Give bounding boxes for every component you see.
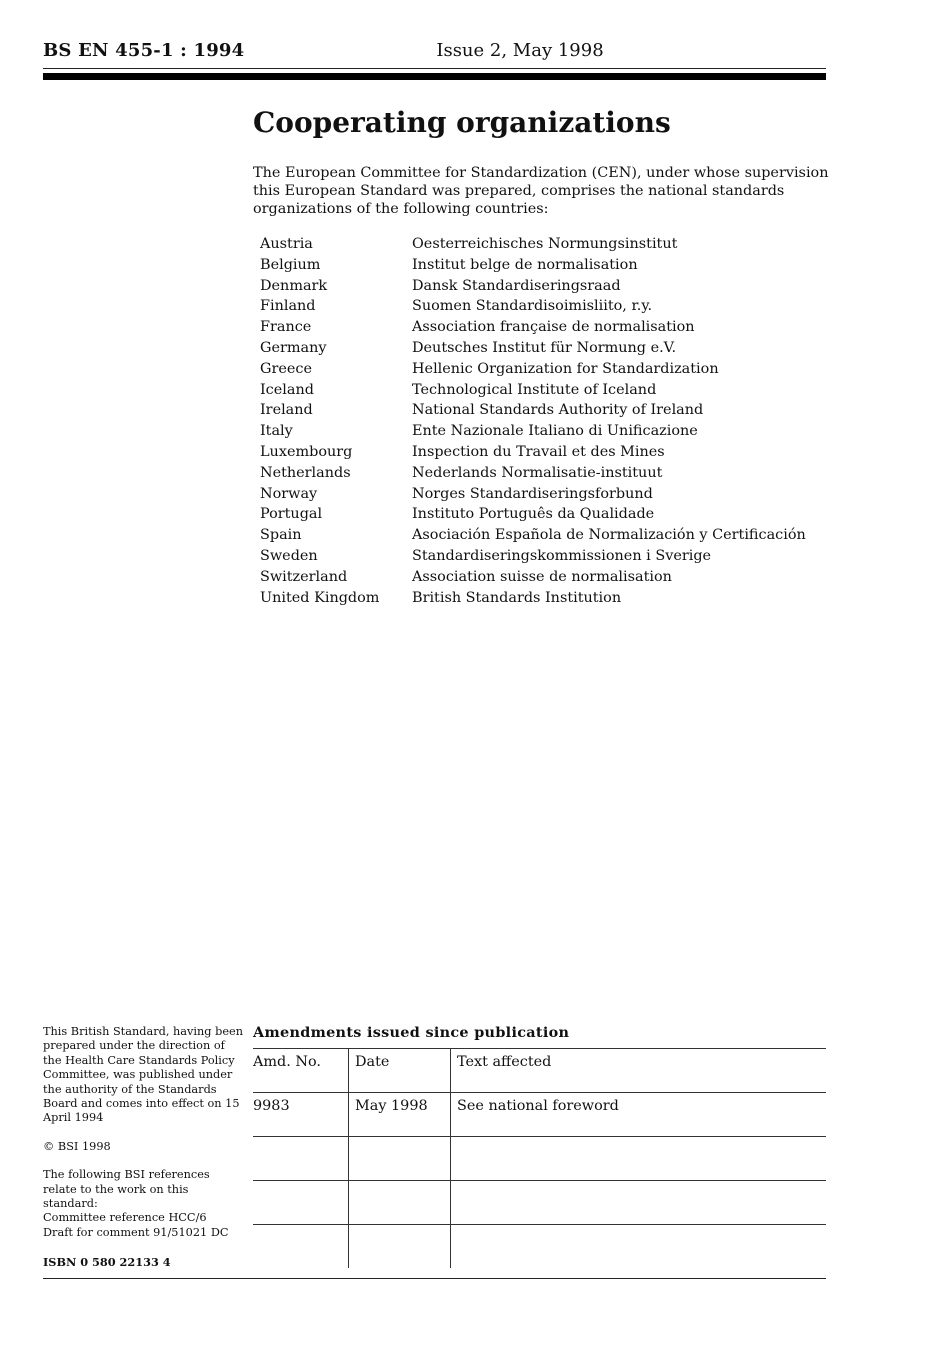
country-name: Sweden xyxy=(260,547,318,564)
country-name: Netherlands xyxy=(260,464,351,481)
amendment-number xyxy=(253,1137,349,1181)
organization-name: Standardiseringskommissionen i Sverige xyxy=(412,547,712,564)
organization-name: Ente Nazionale Italiano di Unificazione xyxy=(412,423,698,440)
amendment-date xyxy=(349,1225,451,1269)
footer-rule xyxy=(43,1278,826,1279)
organization-row xyxy=(253,525,806,546)
organizations-table-body xyxy=(253,234,806,608)
organization-name: Technological Institute of Iceland xyxy=(412,381,657,398)
country-name: Finland xyxy=(260,298,316,315)
organization-row xyxy=(253,504,806,525)
amendments-table xyxy=(253,1048,826,1268)
amendments-header-date: Date xyxy=(349,1049,451,1093)
amendment-text-affected: See national foreword xyxy=(451,1093,827,1137)
organization-row xyxy=(253,442,806,463)
organization-name: Asociación Española de Normalización y Certificación xyxy=(412,527,806,544)
organization-name: Dansk Standardiseringsraad xyxy=(412,277,621,294)
header-rule-thin xyxy=(43,68,826,69)
header-rule-thick xyxy=(43,73,826,80)
organization-name: National Standards Authority of Ireland xyxy=(412,402,704,419)
organization-row xyxy=(253,421,806,442)
intro-paragraph: The European Committee for Standardization (CEN), under whose supervision this European Standard was prepared, comprises the national standards organizations of the following countries: xyxy=(253,165,829,217)
country-name: Portugal xyxy=(260,506,323,523)
organization-name: Deutsches Institut für Normung e.V. xyxy=(412,339,677,356)
organization-name: Association française de normalisation xyxy=(412,319,695,336)
organization-name: Hellenic Organization for Standardization xyxy=(412,360,719,377)
amendments-row xyxy=(253,1181,826,1225)
organization-row xyxy=(253,359,806,380)
organization-row xyxy=(253,380,806,401)
side-prepared-note: This British Standard, having been prepared under the direction of the Health Care Standards Policy Committee, was published under the authority of the Standards Board and comes into effect on 15 April 1994 xyxy=(43,1025,243,1125)
amendments-title: Amendments issued since publication xyxy=(253,1024,570,1041)
organization-row xyxy=(253,276,806,297)
amendment-date: May 1998 xyxy=(349,1093,451,1137)
header-issue: Issue 2, May 1998 xyxy=(436,40,604,61)
organization-name: Inspection du Travail et des Mines xyxy=(412,443,665,460)
side-copyright: © BSI 1998 xyxy=(43,1139,111,1153)
amendment-text-affected xyxy=(451,1181,827,1225)
organization-row xyxy=(253,255,806,276)
organization-name: Institut belge de normalisation xyxy=(412,256,638,273)
organization-name: Norges Standardiseringsforbund xyxy=(412,485,653,502)
country-name: Switzerland xyxy=(260,568,348,585)
country-name: Germany xyxy=(260,339,327,356)
organization-row xyxy=(253,588,806,609)
amendments-row xyxy=(253,1225,826,1269)
organization-name: Nederlands Normalisatie-instituut xyxy=(412,464,663,481)
amendments-header-text-affected: Text affected xyxy=(451,1049,827,1093)
side-isbn: ISBN 0 580 22133 4 xyxy=(43,1255,171,1269)
country-name: Denmark xyxy=(260,277,328,294)
country-name: Luxembourg xyxy=(260,443,353,460)
organization-row xyxy=(253,317,806,338)
amendment-date xyxy=(349,1137,451,1181)
side-references-intro: The following BSI references relate to the work on this standard: xyxy=(43,1168,210,1211)
side-notes xyxy=(43,1025,243,1269)
organizations-table xyxy=(253,234,806,608)
page-title: Cooperating organizations xyxy=(253,106,671,139)
country-name: Austria xyxy=(260,236,313,252)
country-name: United Kingdom xyxy=(260,589,380,606)
organization-row xyxy=(253,234,806,255)
country-name: France xyxy=(260,319,312,336)
amendment-number xyxy=(253,1225,349,1269)
organization-row xyxy=(253,338,806,359)
organization-row xyxy=(253,546,806,567)
organization-row xyxy=(253,400,806,421)
amendments-header-amd-no: Amd. No. xyxy=(253,1049,349,1093)
amendments-header-row xyxy=(253,1049,826,1093)
organization-row xyxy=(253,296,806,317)
amendments-row xyxy=(253,1137,826,1181)
amendment-number xyxy=(253,1181,349,1225)
amendment-text-affected xyxy=(451,1137,827,1181)
country-name: Spain xyxy=(260,527,302,544)
header-code: BS EN 455-1 : 1994 xyxy=(43,40,245,61)
organization-name: Instituto Português da Qualidade xyxy=(412,506,655,523)
amendment-date xyxy=(349,1181,451,1225)
organization-name: Association suisse de normalisation xyxy=(412,568,672,585)
side-committee-ref: Committee reference HCC/6 xyxy=(43,1211,207,1225)
organization-row xyxy=(253,463,806,484)
country-name: Norway xyxy=(260,485,318,502)
organization-name: Suomen Standardisoimisliito, r.y. xyxy=(412,298,653,315)
country-name: Ireland xyxy=(260,402,313,419)
amendments-row xyxy=(253,1093,826,1137)
organization-row xyxy=(253,567,806,588)
amendment-number: 9983 xyxy=(253,1093,349,1137)
country-name: Iceland xyxy=(260,381,314,398)
country-name: Greece xyxy=(260,360,312,377)
side-draft-ref: Draft for comment 91/51021 DC xyxy=(43,1225,229,1239)
organization-row xyxy=(253,484,806,505)
amendment-text-affected xyxy=(451,1225,827,1269)
organization-name: Oesterreichisches Normungsinstitut xyxy=(412,236,678,252)
country-name: Belgium xyxy=(260,256,321,273)
country-name: Italy xyxy=(260,423,293,440)
organization-name: British Standards Institution xyxy=(412,589,622,606)
